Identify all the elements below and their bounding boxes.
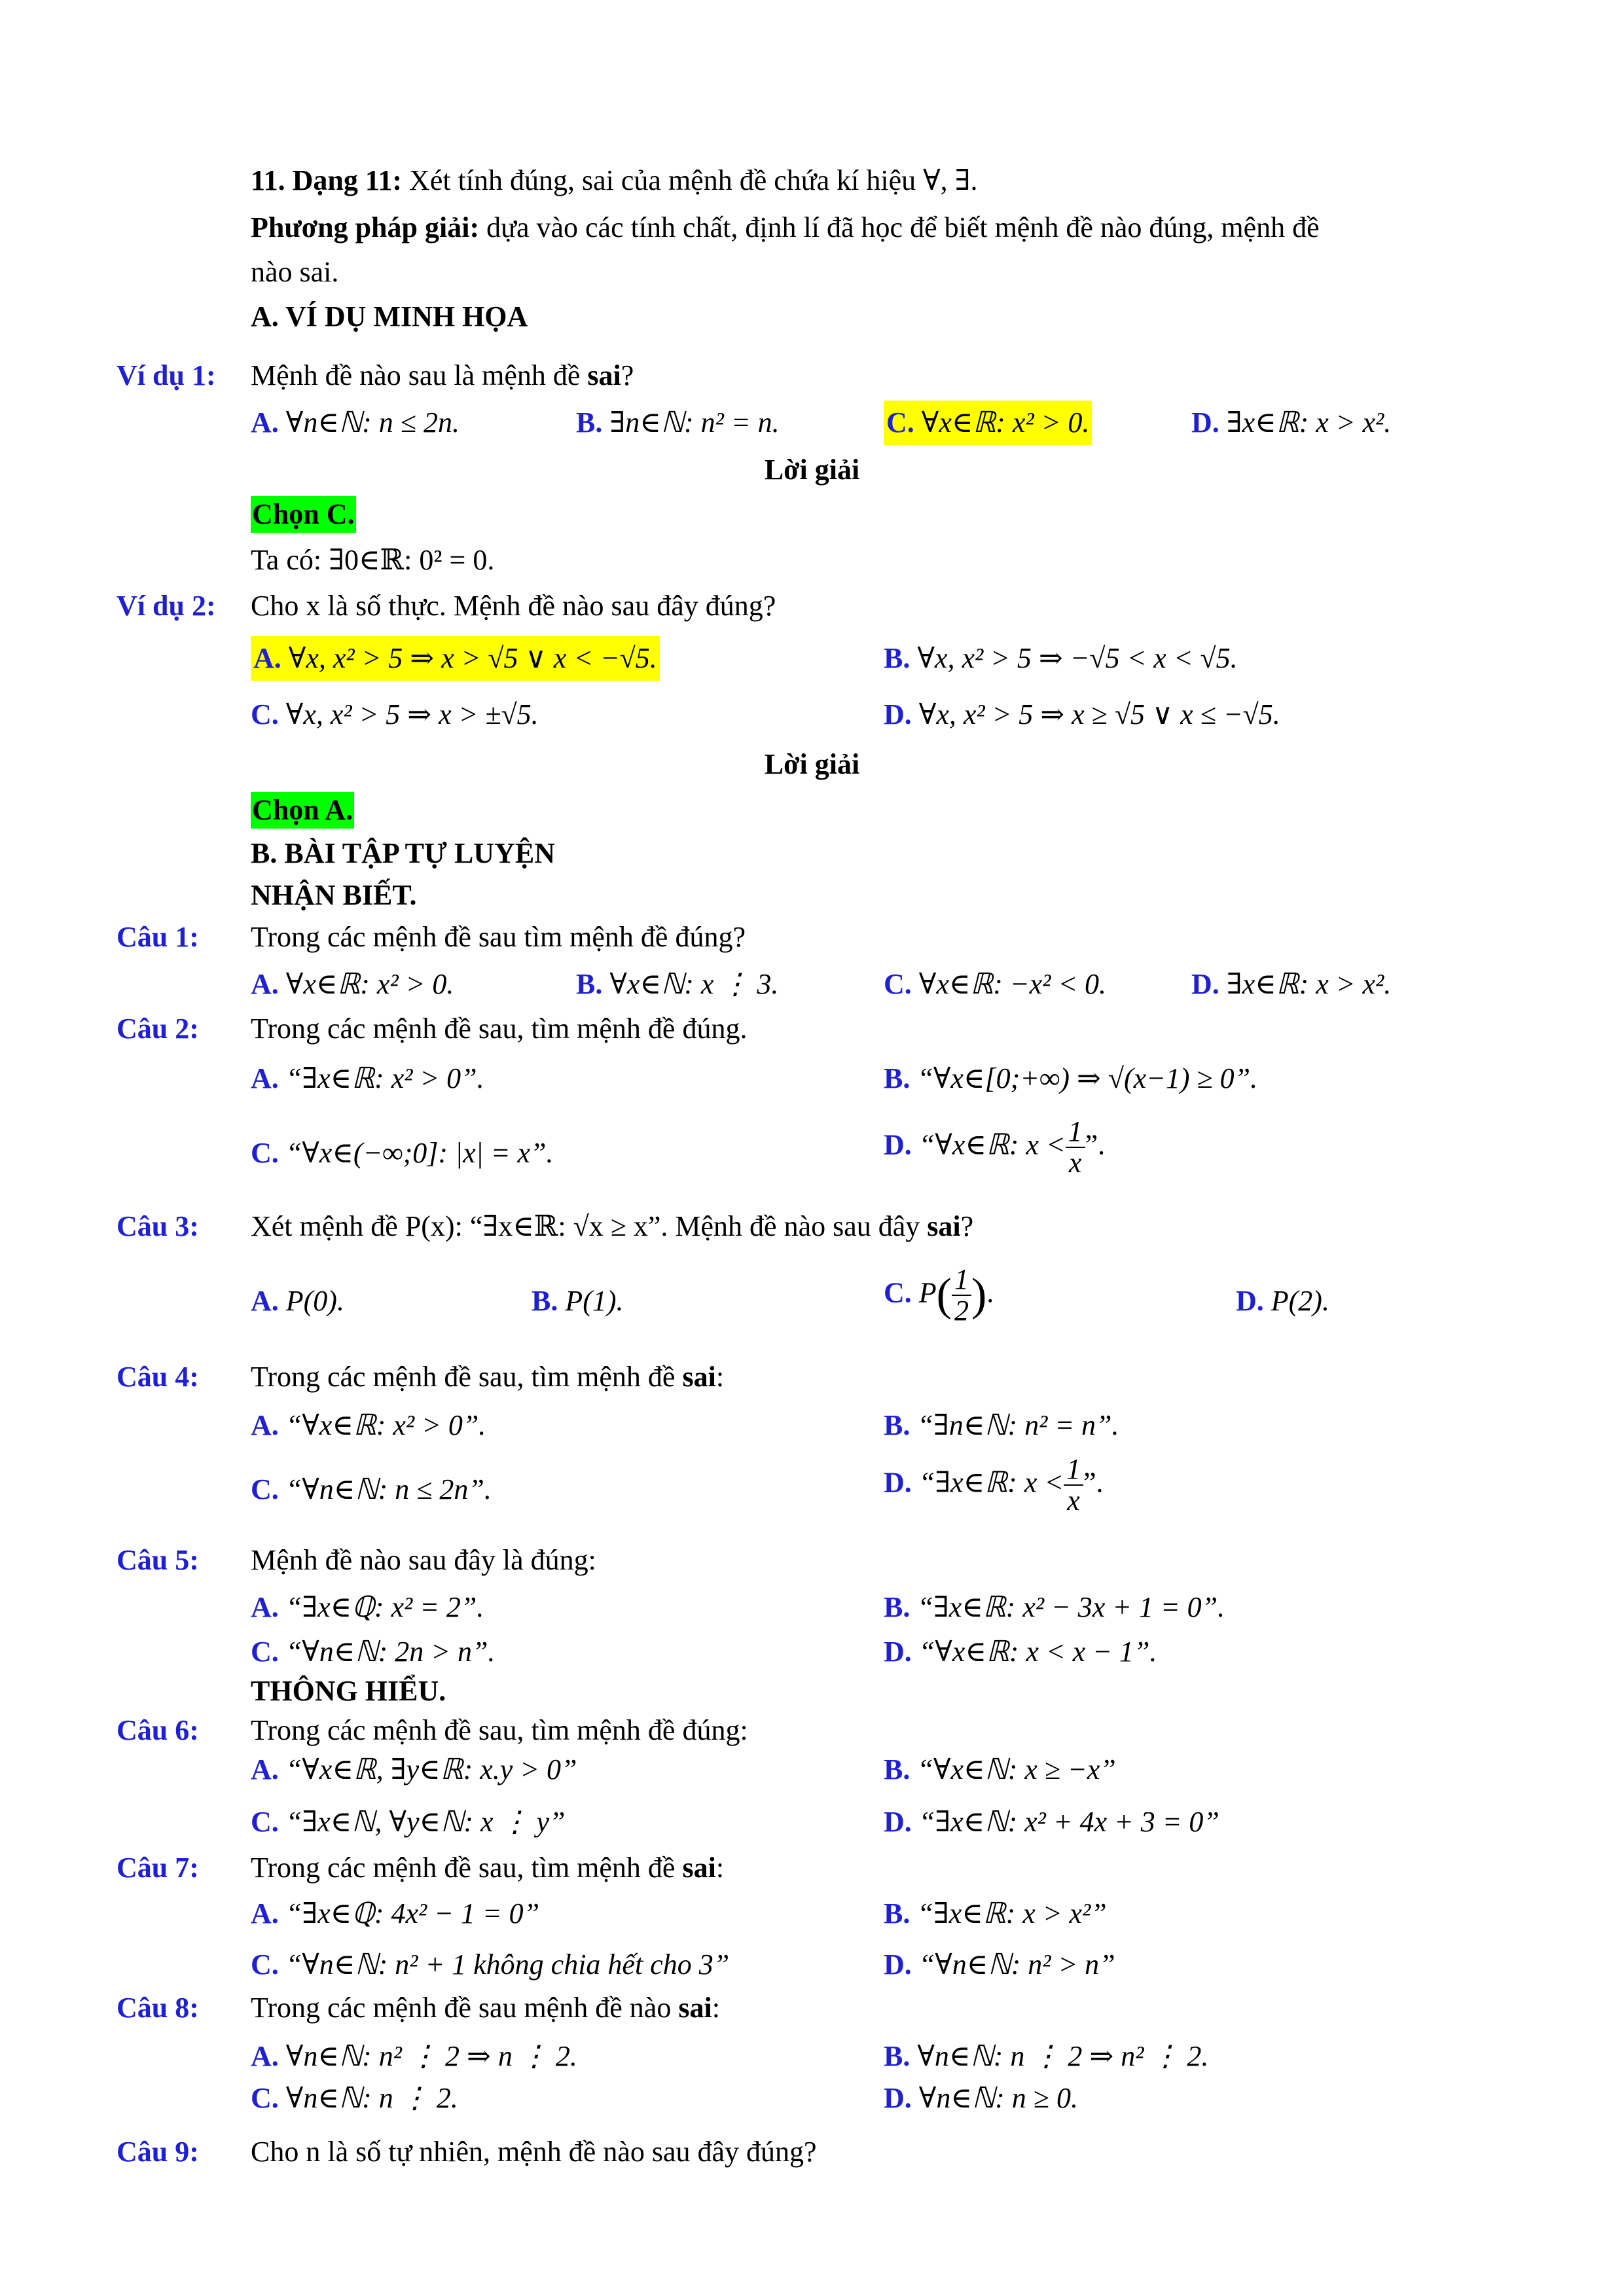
section-title-label: 11. Dạng 11: xyxy=(251,164,403,196)
question-bold: sai xyxy=(678,1992,712,2024)
option-text: “∃x∈ℚ: x² = 2”. xyxy=(285,1591,484,1623)
option-c-highlighted xyxy=(884,401,1092,445)
question-text: Trong các mệnh đề sau, tìm mệnh đề đúng: xyxy=(251,1714,748,1746)
option-d xyxy=(884,1946,1115,1983)
option-text: “∀n∈ℕ: n² + 1 không chia hết cho 3” xyxy=(285,1948,730,1981)
option-text: P(1). xyxy=(565,1285,624,1317)
section-title xyxy=(251,162,978,199)
solution-note: Ta có: ∃0∈ℝ: 0² = 0. xyxy=(251,544,495,576)
question-text xyxy=(251,1208,973,1245)
option-d xyxy=(884,1454,1103,1516)
question-text-post: : xyxy=(715,1852,725,1884)
paren-close: ) xyxy=(971,1270,987,1321)
option-b xyxy=(576,966,778,1003)
question-bold: sai xyxy=(682,1852,716,1884)
option-letter: C. xyxy=(251,1806,279,1838)
question-label: Câu 8: xyxy=(117,1992,199,2024)
option-text: P(2). xyxy=(1271,1285,1329,1317)
fraction-numerator: 1 xyxy=(952,1265,971,1296)
fraction-numerator: 1 xyxy=(1064,1454,1083,1486)
option-d xyxy=(1191,404,1391,441)
option-text: “∃x∈ℚ: 4x² − 1 = 0” xyxy=(285,1897,540,1929)
option-letter: C. xyxy=(251,1137,279,1169)
question-label: Câu 4: xyxy=(117,1361,199,1393)
question-label: Câu 1: xyxy=(117,921,199,953)
option-text: ∀n∈ℕ: n ⋮ 2. xyxy=(285,2082,458,2114)
option-letter: D. xyxy=(884,1636,912,1668)
option-text: “∃n∈ℕ: n² = n”. xyxy=(917,1409,1119,1441)
section-title-text: Xét tính đúng, sai của mệnh đề chứa kí hiệu ∀, ∃. xyxy=(402,164,978,196)
option-c xyxy=(251,1804,566,1840)
option-text-end: . xyxy=(986,1276,994,1309)
fraction xyxy=(952,1265,971,1326)
option-text: ∀x∈ℕ: x ⋮ 3. xyxy=(609,968,779,1000)
option-letter: D. xyxy=(884,1466,912,1499)
part-b-heading: B. BÀI TẬP TỰ LUYỆN xyxy=(251,837,555,869)
solution-heading: Lời giải xyxy=(764,454,860,486)
option-d xyxy=(1236,1283,1329,1319)
option-b xyxy=(884,1751,1116,1788)
option-b xyxy=(884,2038,1208,2075)
option-text: P xyxy=(918,1276,937,1309)
option-text: ∀n∈ℕ: n² ⋮ 2 ⇒ n ⋮ 2. xyxy=(285,2040,577,2072)
question-text-post: ? xyxy=(960,1210,974,1242)
option-text: “∃x∈ℝ: x < xyxy=(918,1466,1064,1499)
option-letter: B. xyxy=(884,1753,911,1785)
option-b xyxy=(884,1407,1119,1444)
option-text: “∃x∈ℕ: x² + 4x + 3 = 0” xyxy=(918,1806,1219,1838)
example-label: Ví dụ 2: xyxy=(117,590,216,622)
option-d xyxy=(884,1117,1105,1178)
option-a xyxy=(251,966,454,1003)
option-letter: B. xyxy=(884,1897,911,1929)
option-b xyxy=(576,404,780,441)
option-text: ∀x∈ℝ: x² > 0. xyxy=(285,968,454,1000)
option-text: “∀n∈ℕ: n ≤ 2n”. xyxy=(285,1473,492,1505)
option-c xyxy=(251,1135,553,1172)
example-label: Ví dụ 1: xyxy=(117,359,216,391)
option-text: ∀x, x² > 5 ⇒ x > √5 ∨ x < −√5. xyxy=(288,642,657,674)
option-b xyxy=(532,1283,624,1319)
option-a-highlighted xyxy=(251,636,660,681)
option-letter: B. xyxy=(576,968,603,1000)
part-a-heading: A. VÍ DỤ MINH HỌA xyxy=(251,300,528,332)
option-c xyxy=(884,1265,994,1326)
option-c xyxy=(251,1946,729,1983)
option-text: “∀x∈ℝ: x² > 0”. xyxy=(285,1409,486,1441)
level-heading: NHẬN BIẾT. xyxy=(251,879,417,911)
option-letter: B. xyxy=(884,1409,911,1441)
option-letter: B. xyxy=(576,406,603,439)
option-text: ∀x, x² > 5 ⇒ x > ±√5. xyxy=(285,698,539,730)
question-bold: sai xyxy=(587,359,621,391)
fraction-denominator: 2 xyxy=(954,1295,969,1327)
option-b xyxy=(884,1895,1107,1932)
option-c xyxy=(251,1471,492,1508)
question-text-pre: Xét mệnh đề P(x): “∃x∈ℝ: √x ≥ x”. Mệnh đề nào sau đây xyxy=(251,1210,928,1242)
level-heading: THÔNG HIỂU. xyxy=(251,1675,446,1707)
question-label: Câu 3: xyxy=(117,1210,199,1242)
fraction-denominator: x xyxy=(1068,1147,1082,1179)
option-a xyxy=(251,1589,484,1626)
option-letter: B. xyxy=(532,1285,558,1317)
answer-choice: Chọn A. xyxy=(251,792,354,829)
method-label: Phương pháp giải: xyxy=(251,211,480,243)
option-c xyxy=(251,1634,495,1670)
option-letter: A. xyxy=(251,1062,279,1094)
question-text xyxy=(251,1850,724,1886)
option-letter: D. xyxy=(884,1128,912,1161)
option-b xyxy=(884,640,1238,677)
option-text: ∀x∈ℝ: −x² < 0. xyxy=(918,968,1107,1000)
question-text xyxy=(251,1990,720,2026)
option-letter: A. xyxy=(251,2040,279,2072)
option-text: “∀n∈ℕ: n² > n” xyxy=(918,1948,1115,1981)
option-letter: B. xyxy=(884,642,911,674)
option-text: “∀x∈(−∞;0]: |x| = x”. xyxy=(285,1137,554,1169)
option-letter: A. xyxy=(251,1897,279,1929)
question-text-post: : xyxy=(715,1361,725,1393)
fraction xyxy=(1064,1454,1083,1516)
option-a xyxy=(251,1060,484,1097)
question-text: Trong các mệnh đề sau tìm mệnh đề đúng? xyxy=(251,921,746,953)
option-letter: A. xyxy=(251,1591,279,1623)
question-text xyxy=(251,1359,724,1395)
option-d xyxy=(884,1804,1219,1840)
option-c xyxy=(251,2080,458,2117)
question-label: Câu 5: xyxy=(117,1544,199,1576)
option-text: ∀n∈ℕ: n ≥ 0. xyxy=(918,2082,1078,2114)
question-text-pre: Trong các mệnh đề sau mệnh đề nào xyxy=(251,1992,679,2024)
option-letter: C. xyxy=(884,1276,912,1309)
option-letter: A. xyxy=(251,968,279,1000)
option-text: ∀n∈ℕ: n ⋮ 2 ⇒ n² ⋮ 2. xyxy=(917,2040,1209,2072)
option-letter: D. xyxy=(1191,406,1219,439)
option-letter: C. xyxy=(251,698,279,730)
option-letter: D. xyxy=(884,1806,912,1838)
question-text: Trong các mệnh đề sau, tìm mệnh đề đúng. xyxy=(251,1013,748,1045)
option-letter: D. xyxy=(884,698,912,730)
question-label: Câu 9: xyxy=(117,2136,199,2168)
question-text: Cho n là số tự nhiên, mệnh đề nào sau đây đúng? xyxy=(251,2136,817,2168)
question-text: Mệnh đề nào sau là mệnh đề xyxy=(251,359,588,391)
option-text: “∃x∈ℕ, ∀y∈ℕ: x ⋮ y” xyxy=(285,1806,566,1838)
option-letter: C. xyxy=(251,1948,279,1981)
option-letter: D. xyxy=(1191,968,1219,1000)
option-text: ∃n∈ℕ: n² = n. xyxy=(609,406,780,439)
option-a xyxy=(251,2038,577,2075)
option-text-end: ”. xyxy=(1083,1466,1104,1499)
option-letter: A. xyxy=(251,406,279,439)
option-a xyxy=(251,1751,577,1788)
option-text: ∀x, x² > 5 ⇒ x ≥ √5 ∨ x ≤ −√5. xyxy=(918,698,1280,730)
option-a xyxy=(251,404,460,441)
option-letter: A. xyxy=(253,642,281,674)
option-text-end: ”. xyxy=(1085,1128,1106,1161)
option-a xyxy=(251,1407,486,1444)
question-text-end: ? xyxy=(621,359,634,391)
option-letter: D. xyxy=(884,1948,912,1981)
example-question xyxy=(251,357,634,394)
option-letter: A. xyxy=(251,1409,279,1441)
question-bold: sai xyxy=(927,1210,961,1242)
option-c xyxy=(884,966,1106,1003)
question-text-pre: Trong các mệnh đề sau, tìm mệnh đề xyxy=(251,1361,683,1393)
option-b xyxy=(884,1060,1257,1097)
option-text: ∃x∈ℝ: x > x². xyxy=(1226,968,1392,1000)
question-label: Câu 2: xyxy=(117,1013,199,1045)
option-text: “∃x∈ℝ: x > x²” xyxy=(917,1897,1107,1929)
question-text-pre: Trong các mệnh đề sau, tìm mệnh đề xyxy=(251,1852,683,1884)
method-text: dựa vào các tính chất, định lí đã học để biết mệnh đề nào đúng, mệnh đề xyxy=(479,211,1320,243)
option-d xyxy=(884,2080,1078,2117)
example-question: Cho x là số thực. Mệnh đề nào sau đây đúng? xyxy=(251,590,776,622)
option-a xyxy=(251,1895,539,1932)
option-text: “∀x∈ℕ: x ≥ −x” xyxy=(917,1753,1116,1785)
option-text: “∀n∈ℕ: 2n > n”. xyxy=(285,1636,496,1668)
question-text: Mệnh đề nào sau đây là đúng: xyxy=(251,1544,596,1576)
method-line xyxy=(251,209,1320,246)
paren-open: ( xyxy=(936,1270,952,1321)
question-text-post: : xyxy=(712,1992,720,2024)
option-text: ∃x∈ℝ: x > x². xyxy=(1226,406,1392,439)
option-b xyxy=(884,1589,1225,1626)
option-text: ∀n∈ℕ: n ≤ 2n. xyxy=(285,406,460,439)
option-letter: C. xyxy=(886,406,914,439)
option-text: “∀x∈ℝ: x < xyxy=(918,1128,1066,1161)
question-label: Câu 7: xyxy=(117,1852,199,1884)
option-letter: B. xyxy=(884,1591,911,1623)
option-c xyxy=(251,696,539,733)
option-letter: C. xyxy=(251,2082,279,2114)
option-letter: C. xyxy=(251,1636,279,1668)
option-letter: C. xyxy=(251,1473,279,1505)
fraction-numerator: 1 xyxy=(1066,1117,1085,1148)
question-bold: sai xyxy=(682,1361,716,1393)
option-text: ∀x, x² > 5 ⇒ −√5 < x < √5. xyxy=(917,642,1238,674)
option-letter: A. xyxy=(251,1285,279,1317)
fraction-denominator: x xyxy=(1067,1484,1080,1517)
option-text: P(0). xyxy=(285,1285,344,1317)
option-text: “∀x∈[0;+∞) ⇒ √(x−1) ≥ 0”. xyxy=(917,1062,1258,1094)
option-text: “∀x∈ℝ: x < x − 1”. xyxy=(918,1636,1157,1668)
option-letter: D. xyxy=(884,2082,912,2114)
option-d xyxy=(1191,966,1391,1003)
fraction xyxy=(1066,1117,1085,1178)
option-d xyxy=(884,1634,1157,1670)
solution-heading: Lời giải xyxy=(764,748,860,780)
option-text: ∀x∈ℝ: x² > 0. xyxy=(921,406,1090,439)
question-label: Câu 6: xyxy=(117,1714,199,1746)
option-text: “∃x∈ℝ: x² − 3x + 1 = 0”. xyxy=(917,1591,1225,1623)
method-line-cont: nào sai. xyxy=(251,256,339,288)
option-letter: A. xyxy=(251,1753,279,1785)
option-letter: B. xyxy=(884,1062,911,1094)
option-d xyxy=(884,696,1280,733)
option-letter: D. xyxy=(1236,1285,1264,1317)
option-letter: B. xyxy=(884,2040,911,2072)
option-text: “∃x∈ℝ: x² > 0”. xyxy=(285,1062,484,1094)
option-text: “∀x∈ℝ, ∃y∈ℝ: x.y > 0” xyxy=(285,1753,577,1785)
option-a xyxy=(251,1283,344,1319)
answer-choice: Chọn C. xyxy=(251,496,356,533)
option-letter: C. xyxy=(884,968,912,1000)
